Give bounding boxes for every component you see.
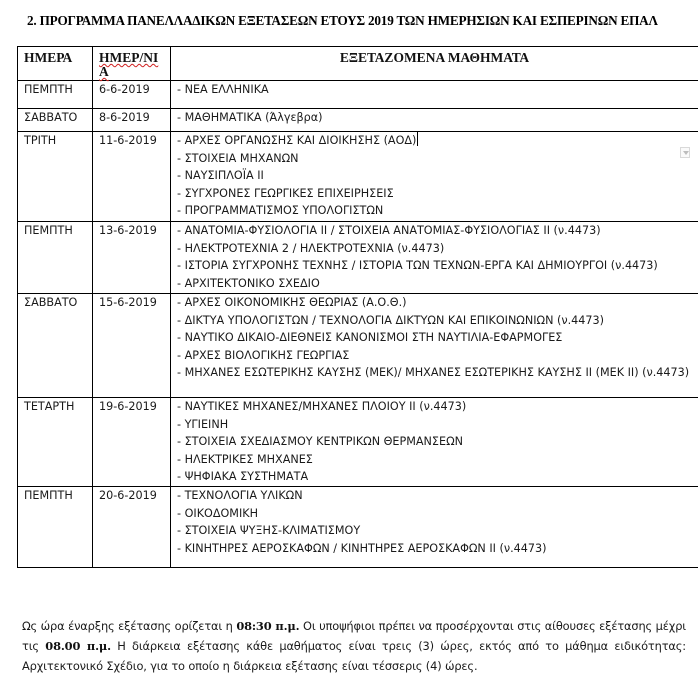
table-row (18, 398, 698, 487)
subject-item: - ΗΛΕΚΤΡΟΤΕΧΝΙΑ 2 / ΗΛΕΚΤΡΟΤΕΧΝΙΑ (ν.4473) (177, 241, 445, 255)
subjects-cell[interactable] (171, 132, 698, 222)
day-cell[interactable]: ΠΕΜΠΤΗ (18, 222, 93, 294)
day-cell[interactable]: ΣΑΒΒΑΤΟ (18, 109, 93, 132)
subject-item (177, 132, 692, 150)
table-row (18, 81, 698, 109)
subject-item: - ΝΕΑ ΕΛΛΗΝΙΚΑ (177, 83, 269, 96)
subject-item: - ΝΑΥΤΙΚΟ ΔΙΚΑΙΟ-ΔΙΕΘΝΕΙΣ ΚΑΝΟΝΙΣΜΟΙ ΣΤΗ ΝΑΥΤΙΛΙΑ-ΕΦΑΡΜΟΓΕΣ (177, 331, 563, 345)
date-cell[interactable]: 13-6-2019 (93, 222, 171, 294)
date-cell[interactable]: 19-6-2019 (93, 398, 171, 487)
subject-item: - ΟΙΚΟΔΟΜΙΚΗ (177, 506, 259, 520)
subject-item: - ΝΑΥΤΙΚΕΣ ΜΗΧΑΝΕΣ/ΜΗΧΑΝΕΣ ΠΛΟΙΟΥ ΙΙ (ν.4473) (177, 400, 467, 413)
header-date: ΗΜΕΡ/ΝΙΑ (93, 47, 171, 81)
day-cell[interactable]: ΣΑΒΒΑΤΟ (18, 294, 93, 398)
table-row (18, 486, 698, 567)
subject-item: - ΜΗΧΑΝΕΣ ΕΣΩΤΕΡΙΚΗΣ ΚΑΥΣΗΣ (ΜΕΚ)/ ΜΗΧΑΝΕΣ ΕΣΩΤΕΡΙΚΗΣ ΚΑΥΣΗΣ ΙΙ (ΜΕΚ ΙΙ) (ν.4473) (177, 366, 690, 380)
subjects-cell[interactable] (171, 222, 698, 294)
day-cell[interactable]: ΤΡΙΤΗ (18, 132, 93, 222)
day-cell[interactable]: ΠΕΜΠΤΗ (18, 81, 93, 109)
subject-item: - ΜΑΘΗΜΑΤΙΚΑ (Άλγεβρα) (177, 111, 323, 124)
subjects-cell[interactable] (171, 398, 698, 487)
subject-item: - ΑΝΑΤΟΜΙΑ-ΦΥΣΙΟΛΟΓΙΑ ΙΙ / ΣΤΟΙΧΕΙΑ ΑΝΑΤΟΜΙΑΣ-ΦΥΣΙΟΛΟΓΙΑΣ ΙΙ (ν.4473) (177, 224, 601, 237)
date-cell[interactable]: 15-6-2019 (93, 294, 171, 398)
subject-item: - ΗΛΕΚΤΡΙΚΕΣ ΜΗΧΑΝΕΣ (177, 452, 313, 466)
date-cell[interactable]: 11-6-2019 (93, 132, 171, 222)
subjects-cell[interactable] (171, 486, 698, 567)
subjects-cell[interactable] (171, 294, 698, 398)
subject-item: - ΤΕΧΝΟΛΟΓΙΑ ΥΛΙΚΩΝ (177, 488, 303, 502)
note-text-3: Η διάρκεια εξέτασης κάθε μαθήματος είναι τρεις (3) ώρες, εκτός από το μάθημα ειδικότητας: Αρχιτεκτονικό Σχέδιο, για το οποίο η διάρκεια εξέτασης είναι τέσσερις (4) ώρες. (22, 639, 686, 674)
note-text-2: Οι υποψήφιοι πρέπει να προσέρχονται στις αίθουσες εξέτασης μέχρι τις (22, 619, 686, 654)
subject-item: - ΥΓΙΕΙΝΗ (177, 417, 229, 431)
table-row (18, 294, 698, 398)
subject-item: - ΑΡΧΕΣ ΒΙΟΛΟΓΙΚΗΣ ΓΕΩΡΓΙΑΣ (177, 348, 350, 362)
start-time: 08:30 π.μ. (236, 619, 300, 634)
subject-item: - ΣΤΟΙΧΕΙΑ ΨΥΞΗΣ-ΚΛΙΜΑΤΙΣΜΟΥ (177, 524, 361, 538)
subject-item: - ΝΑΥΣΙΠΛΟΪΑ ΙΙ (177, 169, 264, 183)
date-cell[interactable]: 8-6-2019 (93, 109, 171, 132)
arrival-time: 08.00 π.μ. (45, 639, 111, 654)
table-row (18, 132, 698, 222)
subject-item: - ΨΗΦΙΑΚΑ ΣΥΣΤΗΜΑΤΑ (177, 470, 309, 484)
exam-schedule-table (17, 46, 698, 568)
day-cell[interactable]: ΤΕΤΑΡΤΗ (18, 398, 93, 487)
subject-item: - ΑΡΧΙΤΕΚΤΟΝΙΚΟ ΣΧΕΔΙΟ (177, 276, 320, 290)
subjects-cell[interactable] (171, 109, 698, 132)
note-text-1: Ως ώρα έναρξης εξέτασης ορίζεται η (22, 619, 237, 634)
subject-item: - ΑΡΧΕΣ ΟΙΚΟΝΟΜΙΚΗΣ ΘΕΩΡΙΑΣ (Α.Ο.Θ.) (177, 296, 407, 309)
document-title: 2. ΠΡΟΓΡΑΜΜΑ ΠΑΝΕΛΛΑΔΙΚΩΝ ΕΞΕΤΑΣΕΩΝ ΕΤΟΥΣ 2019 ΤΩΝ ΗΜΕΡΗΣΙΩΝ ΚΑΙ ΕΣΠΕΡΙΝΩΝ ΕΠΑΛ (27, 13, 658, 28)
autocorrect-dropdown-icon[interactable] (680, 147, 690, 158)
exam-time-note (22, 616, 686, 676)
table-row (18, 109, 698, 132)
header-day: ΗΜΕΡΑ (18, 47, 93, 81)
date-cell[interactable]: 20-6-2019 (93, 486, 171, 567)
subject-item: - ΠΡΟΓΡΑΜΜΑΤΙΣΜΟΣ ΥΠΟΛΟΓΙΣΤΩΝ (177, 204, 384, 218)
subject-item: - ΚΙΝΗΤΗΡΕΣ ΑΕΡΟΣΚΑΦΩΝ / ΚΙΝΗΤΗΡΕΣ ΑΕΡΟΣΚΑΦΩΝ ΙΙ (ν.4473) (177, 541, 547, 555)
day-cell[interactable]: ΠΕΜΠΤΗ (18, 486, 93, 567)
subject-item: - ΣΤΟΙΧΕΙΑ ΜΗΧΑΝΩΝ (177, 151, 299, 165)
subject-item: - ΔΙΚΤΥΑ ΥΠΟΛΟΓΙΣΤΩΝ / ΤΕΧΝΟΛΟΓΙΑ ΔΙΚΤΥΩΝ ΚΑΙ ΕΠΙΚΟΙΝΩΝΙΩΝ (ν.4473) (177, 313, 605, 327)
text-cursor (417, 132, 418, 146)
table-row (18, 222, 698, 294)
header-subjects: ΕΞΕΤΑΖΟΜΕΝΑ ΜΑΘΗΜΑΤΑ (171, 47, 698, 81)
subject-item: - ΙΣΤΟΡΙΑ ΣΥΓΧΡΟΝΗΣ ΤΕΧΝΗΣ / ΙΣΤΟΡΙΑ ΤΩΝ ΤΕΧΝΩΝ-ΕΡΓΑ ΚΑΙ ΔΗΜΙΟΥΡΓΟΙ (ν.4473) (177, 259, 658, 273)
subjects-cell[interactable] (171, 81, 698, 109)
date-cell[interactable]: 6-6-2019 (93, 81, 171, 109)
subject-item: - ΣΤΟΙΧΕΙΑ ΣΧΕΔΙΑΣΜΟΥ ΚΕΝΤΡΙΚΩΝ ΘΕΡΜΑΝΣΕΩΝ (177, 435, 463, 449)
table-header-row (18, 47, 698, 81)
subject-item-text: - ΑΡΧΕΣ ΟΡΓΑΝΩΣΗΣ ΚΑΙ ΔΙΟΙΚΗΣΗΣ (ΑΟΔ) (177, 134, 417, 147)
subject-item: - ΣΥΓΧΡΟΝΕΣ ΓΕΩΡΓΙΚΕΣ ΕΠΙΧΕΙΡΗΣΕΙΣ (177, 186, 394, 200)
